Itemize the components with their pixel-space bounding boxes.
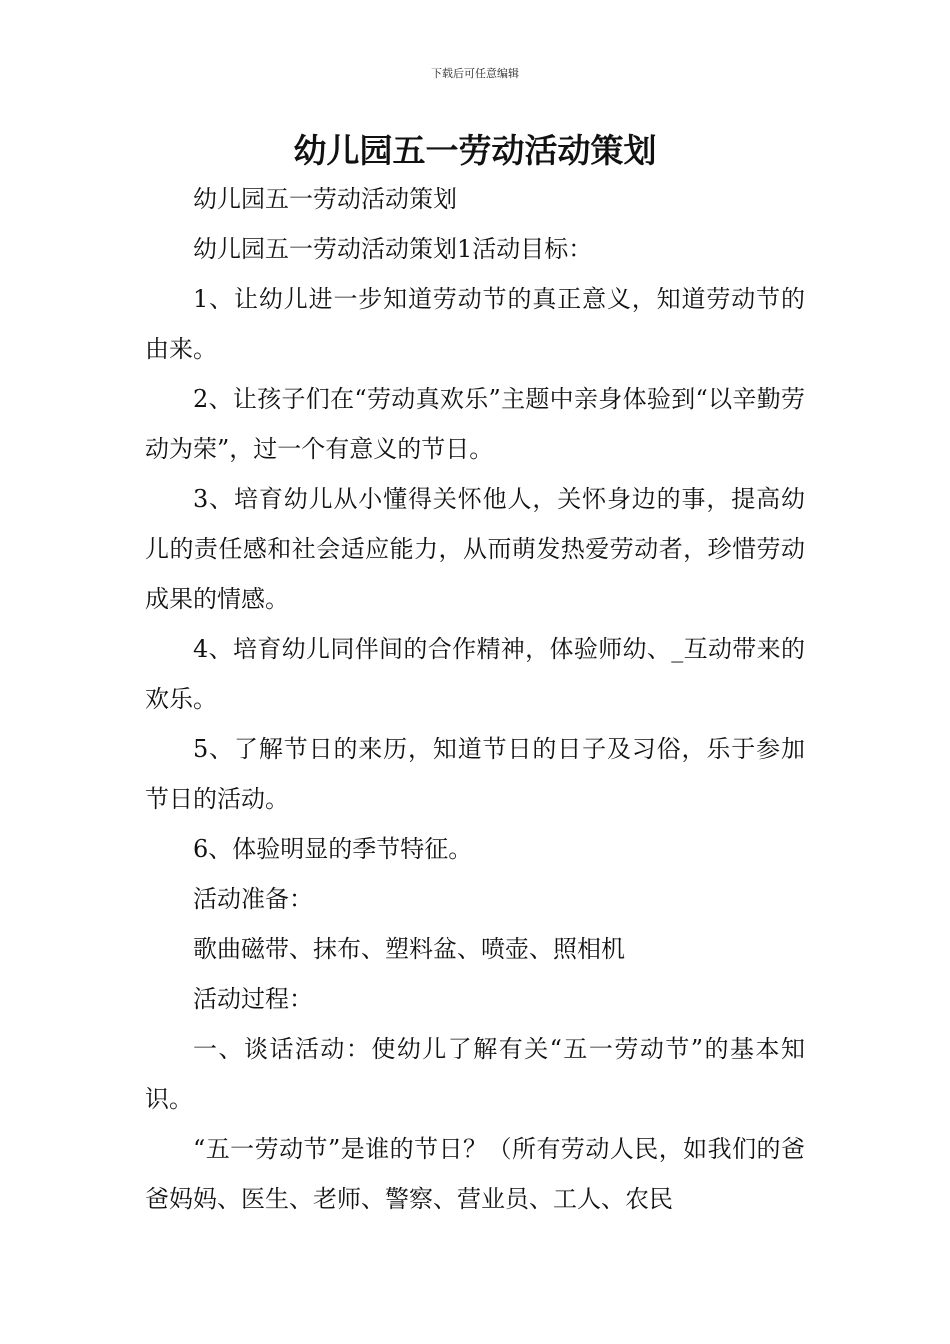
paragraph: “五一劳动节”是谁的节日？（所有劳动人民，如我们的爸爸妈妈、医生、老师、警察、营业员、工人、农民 (145, 1135, 805, 1213)
paragraph: 3、培育幼儿从小懂得关怀他人，关怀身边的事，提高幼儿的责任感和社会适应能力，从而萌发热爱劳动者，珍惜劳动成果的情感。 (145, 485, 805, 613)
paragraph: 一、谈话活动：使幼儿了解有关“五一劳动节”的基本知识。 (145, 1035, 805, 1113)
document-title: 幼儿园五一劳动活动策划 (293, 131, 657, 170)
paragraph: 活动过程： (193, 985, 313, 1013)
paragraph: 1、让幼儿进一步知道劳动节的真正意义，知道劳动节的由来。 (145, 285, 805, 363)
paragraph: 活动准备： (193, 885, 313, 913)
paragraph: 5、了解节日的来历，知道节日的日子及习俗，乐于参加节日的活动。 (145, 735, 805, 813)
paragraph: 幼儿园五一劳动活动策划1活动目标： (193, 235, 593, 263)
document-body (145, 174, 805, 1224)
paragraph: 歌曲磁带、抹布、塑料盆、喷壶、照相机 (193, 935, 625, 963)
paragraph: 2、让孩子们在“劳动真欢乐”主题中亲身体验到“以辛勤劳动为荣”，过一个有意义的节日。 (145, 385, 805, 463)
header-note: 下载后可任意编辑 (431, 67, 519, 80)
paragraph: 4、培育幼儿同伴间的合作精神，体验师幼、_互动带来的欢乐。 (145, 635, 805, 713)
paragraph: 6、体验明显的季节特征。 (193, 835, 473, 863)
paragraph: 幼儿园五一劳动活动策划 (193, 185, 457, 213)
